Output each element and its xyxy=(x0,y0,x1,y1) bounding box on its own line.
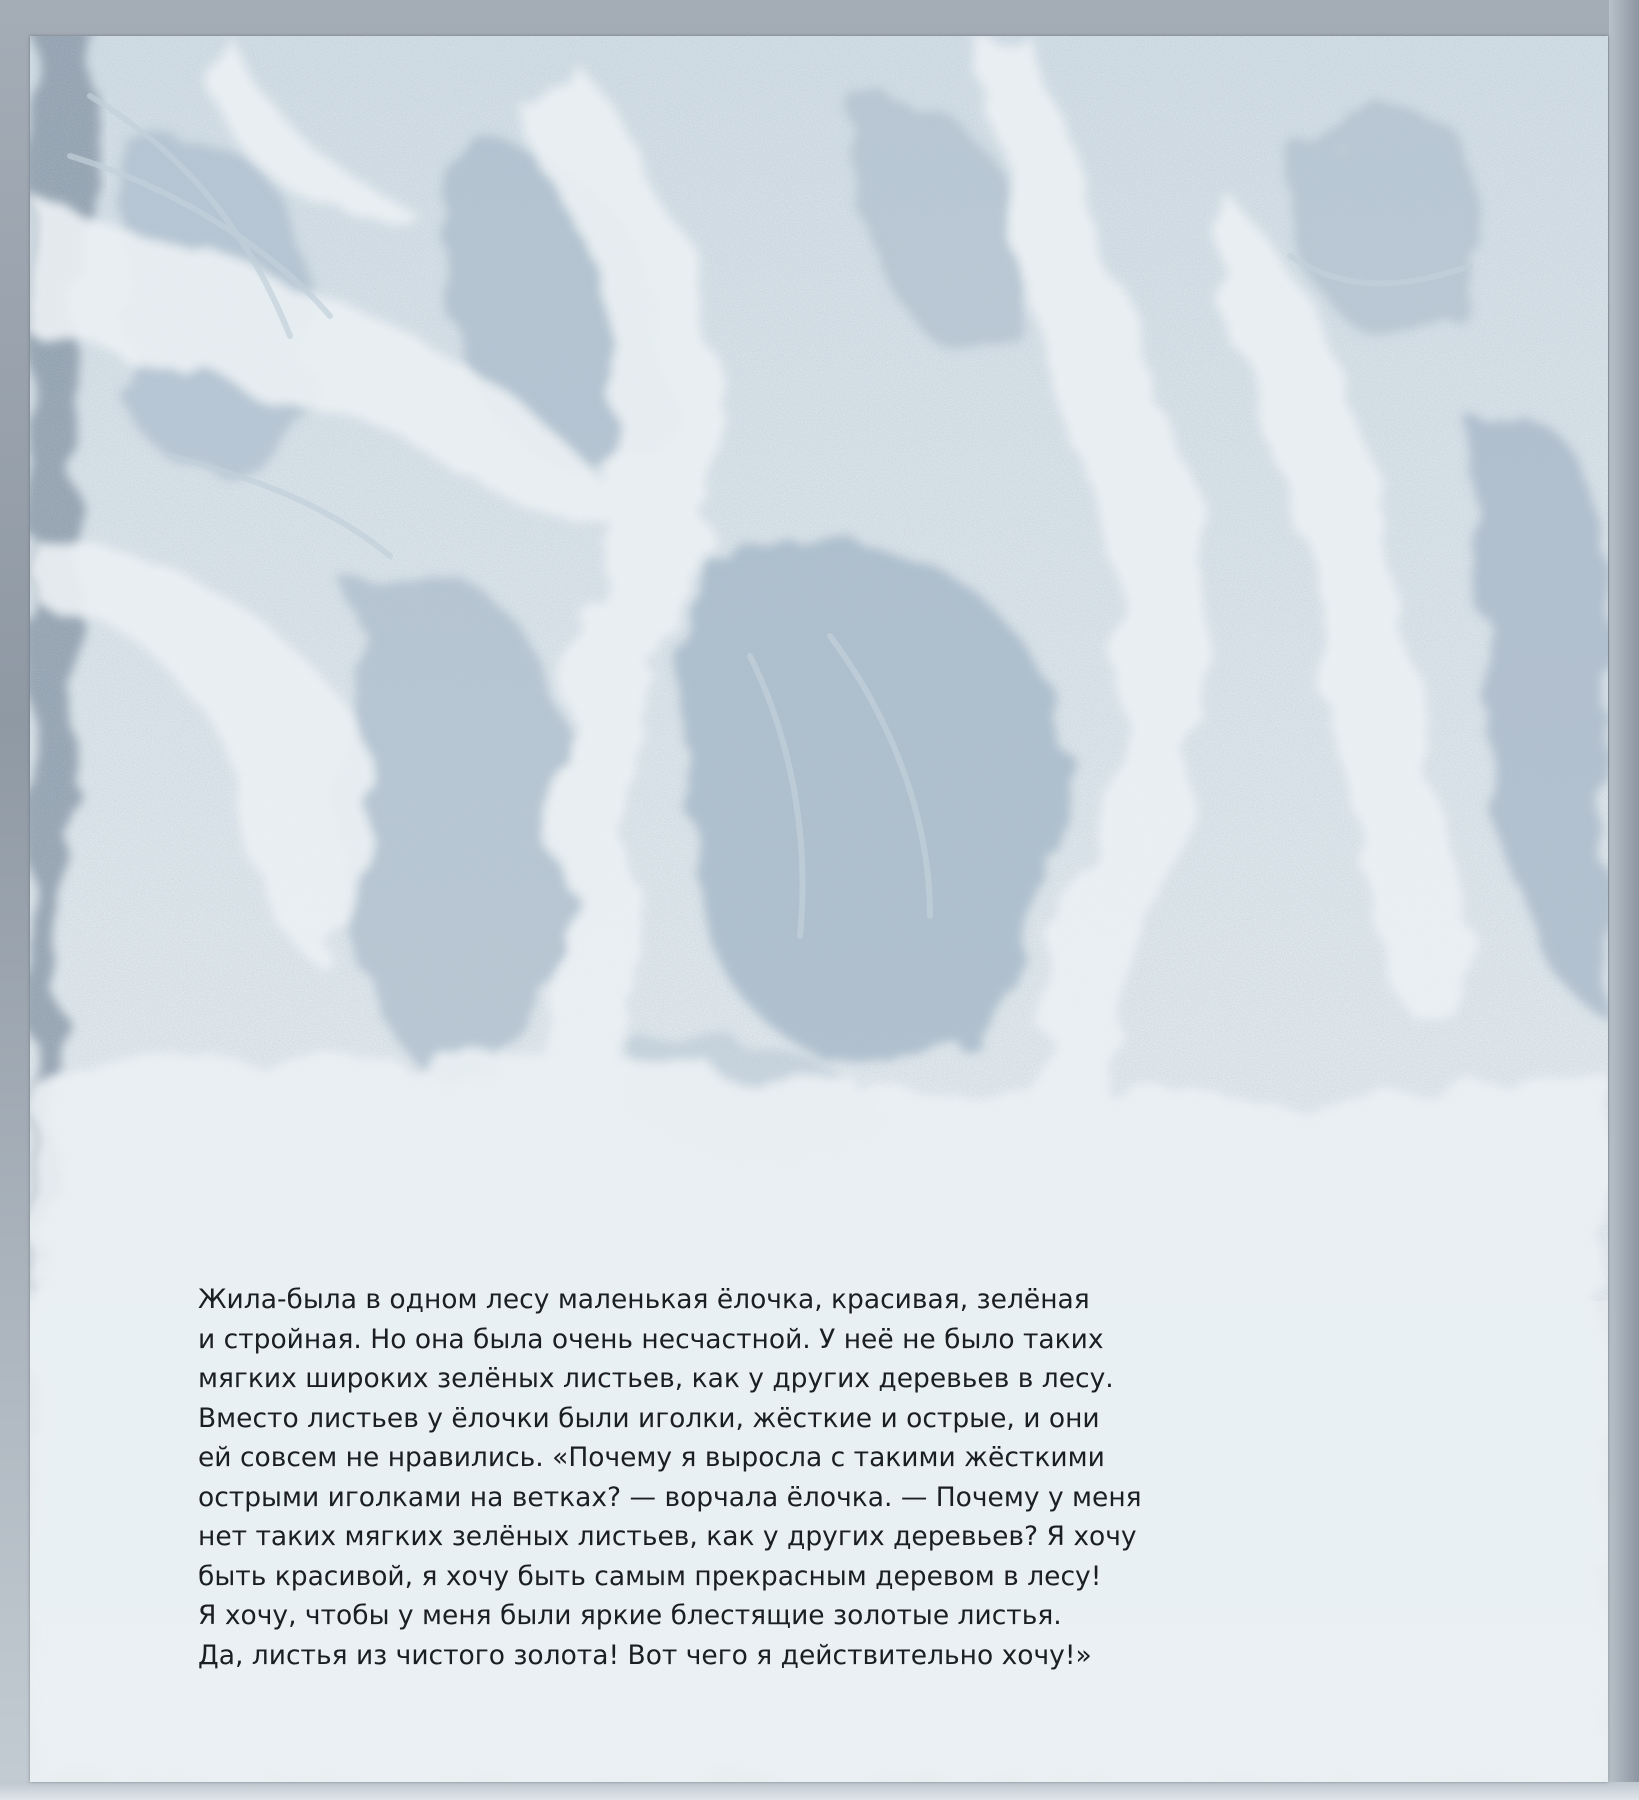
story-line: острыми иголками на ветках? — ворчала ёлочка. — Почему у меня xyxy=(198,1481,1142,1513)
story-line: Да, листья из чистого золота! Вот чего я действительно хочу!» xyxy=(198,1639,1092,1671)
story-line: мягких широких зелёных листьев, как у других деревьев в лесу. xyxy=(198,1363,1114,1394)
story-line: Я хочу, чтобы у меня были яркие блестящие золотые листья. xyxy=(198,1600,1062,1631)
story-text xyxy=(198,1280,1398,1675)
story-line: Вместо листьев у ёлочки были иголки, жёсткие и острые, и они xyxy=(198,1402,1100,1434)
page-edge-bottom xyxy=(0,1782,1639,1800)
story-line: ей совсем не нравились. «Почему я выросла с такими жёсткими xyxy=(198,1442,1105,1473)
story-line: и стройная. Но она была очень несчастной. У неё не было таких xyxy=(198,1323,1104,1355)
story-line: быть красивой, я хочу быть самым прекрасным деревом в лесу! xyxy=(198,1560,1102,1592)
story-line: Жила-была в одном лесу маленькая ёлочка, красивая, зелёная xyxy=(198,1284,1090,1315)
book-page xyxy=(30,36,1608,1782)
story-line: нет таких мягких зелёных листьев, как у других деревьев? Я хочу xyxy=(198,1521,1137,1552)
page-edge-right xyxy=(1609,0,1639,1800)
